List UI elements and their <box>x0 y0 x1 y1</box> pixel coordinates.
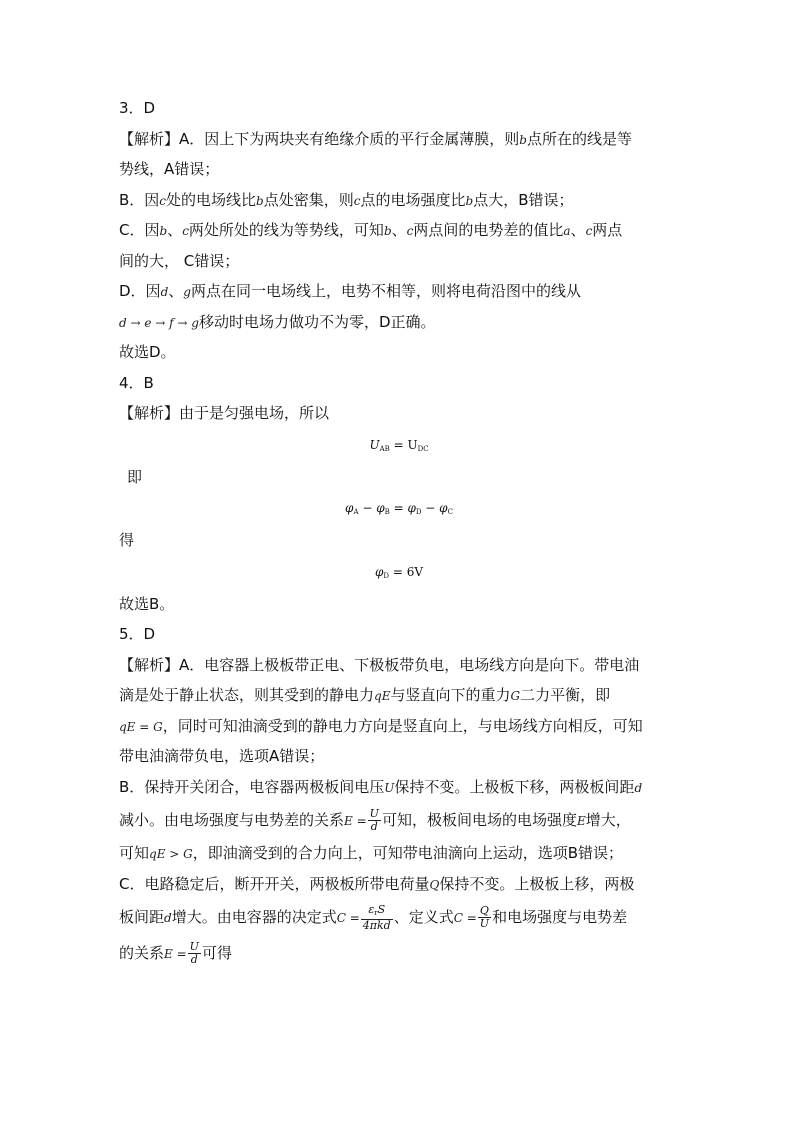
q3-analysis-a-line1 <box>119 124 679 155</box>
q3-analysis-b <box>119 185 679 216</box>
fraction-Q-over-U <box>478 905 491 930</box>
q3-analysis-c-line2: 间的大， C错误； <box>119 251 240 270</box>
q4-analysis-line1: 【解析】由于是匀强电场，所以 <box>119 404 330 422</box>
math-sub: A <box>353 508 359 516</box>
q3-analysis-a-line2: 势线，A错误； <box>119 160 220 178</box>
q4-equation-3 <box>119 556 679 589</box>
math-b: b <box>256 193 264 208</box>
text: ，即油滴受到的合力向上，可知带电油滴向上运动，选项B错误； <box>192 844 624 862</box>
text: 板间距 <box>119 908 165 926</box>
q3-analysis-d-line2 <box>119 307 679 338</box>
q3-analysis-c-line1 <box>119 215 679 246</box>
math-d: d <box>634 780 643 795</box>
q4-text-ji: 即 <box>127 467 143 486</box>
text: 增大， <box>585 811 631 829</box>
math: φ <box>345 501 354 515</box>
math-qE-gt-G: qE > G <box>149 847 193 861</box>
text: 、 <box>167 221 183 239</box>
q5-analysis-c-line3 <box>119 935 679 971</box>
q5-answer: 5．D <box>119 625 156 643</box>
text: 、 <box>391 221 407 239</box>
numerator: U <box>189 940 199 953</box>
fraction-U-over-d <box>188 941 201 966</box>
math: − φ <box>421 501 448 515</box>
numerator: Q <box>478 905 491 918</box>
math-c: c <box>159 193 167 208</box>
math-qE-eq-G: qE = G <box>119 719 163 734</box>
math-sub: C <box>447 508 453 516</box>
math-c: c <box>353 193 361 208</box>
text: 保持不变。上极板下移，两极板间距 <box>394 777 635 796</box>
text: 减小。由电场强度与电势差的关系 <box>119 811 345 829</box>
text: C．因 <box>119 221 160 239</box>
fraction-U-over-d <box>368 808 381 833</box>
q3-analysis-d-line1 <box>119 276 679 307</box>
text: 移动时电场力做功不为零，D正确。 <box>198 312 436 331</box>
text: 【解析】A．因上下为两块夹有绝缘介质的平行金属薄膜，则 <box>119 129 520 148</box>
text: 、 <box>570 221 586 239</box>
math-G: G <box>510 689 521 703</box>
text: 保持不变。上极板上移，两极 <box>439 874 635 893</box>
math-sub: D <box>383 571 390 580</box>
math-C-eq: C = <box>336 911 360 925</box>
q5-analysis-a-line4: 带电油滴带负电，选项A错误； <box>119 747 325 765</box>
text: 与竖直向下的重力 <box>390 686 511 704</box>
math: = φ <box>389 501 416 515</box>
q3-answer: 3．D <box>119 99 156 117</box>
q4-equation-2 <box>119 492 679 525</box>
q5-analysis-b-line1 <box>119 772 679 803</box>
text: 增大。由电容器的决定式 <box>171 908 337 926</box>
math: = U <box>389 437 418 452</box>
math-S: S <box>377 902 386 916</box>
denominator: d <box>190 953 198 966</box>
text: 和电场强度与电势差 <box>492 908 628 926</box>
document-page <box>119 93 679 971</box>
math-path: d → e → f → g <box>119 315 199 330</box>
math-a: a <box>563 224 571 238</box>
q4-text-de: 得 <box>119 531 135 549</box>
denominator: 4πkd <box>362 918 391 932</box>
q5-analysis-a-line2 <box>119 680 679 711</box>
text: 、定义式 <box>393 908 454 926</box>
text: 二力平衡，即 <box>520 686 611 704</box>
math-d: d <box>160 285 169 299</box>
math-c: c <box>406 224 414 238</box>
math-d: d <box>164 911 172 925</box>
numerator: U <box>369 807 379 820</box>
text: 两点间的电势差的值比 <box>413 221 564 239</box>
math-b: b <box>519 132 527 147</box>
text: 两处所处的线为等势线，可知 <box>188 221 384 239</box>
text: 的关系 <box>119 944 165 962</box>
math-b: b <box>159 224 168 238</box>
denominator: U <box>479 917 490 930</box>
numerator <box>361 904 393 920</box>
q5-analysis-c-line2 <box>119 899 679 935</box>
denominator: d <box>370 820 378 833</box>
math-sub: D <box>415 508 422 516</box>
q4-equation-1 <box>119 429 679 462</box>
text: 两点在同一电场线上，电势不相等，则将电荷沿图中的线从 <box>190 282 581 300</box>
text: 点处密集，则 <box>263 190 354 209</box>
math-E-eq: E = <box>164 947 187 961</box>
text: 点大，B错误； <box>473 190 574 209</box>
math: φ <box>374 564 384 579</box>
q4-conclusion: 故选B。 <box>119 594 175 613</box>
text: 可得 <box>201 944 232 962</box>
text: C．电路稳定后，断开开关，两极板所带电荷量 <box>119 874 430 893</box>
math-E: E <box>576 814 586 828</box>
q5-analysis-c-line1 <box>119 869 679 900</box>
math-Q: Q <box>429 877 440 892</box>
math-sub: AB <box>379 444 390 453</box>
math-E-eq: E = <box>344 814 367 828</box>
math: U <box>369 437 380 452</box>
text: D．因 <box>119 282 161 300</box>
math-U: U <box>384 780 395 795</box>
q5-analysis-a-line3 <box>119 711 679 742</box>
math-epsilon: ε <box>368 902 375 916</box>
text: 滴是处于静止状态，则其受到的静电力 <box>119 686 375 704</box>
math-g: g <box>183 285 191 299</box>
text: 处的电场线比 <box>166 190 257 209</box>
math-qE: qE <box>374 689 391 703</box>
math-c: c <box>585 224 593 238</box>
math-C-eq: C = <box>453 911 477 925</box>
math-sub: DC <box>417 444 429 453</box>
math: = 6V <box>389 564 423 579</box>
q3-conclusion: 故选D。 <box>119 343 176 361</box>
fraction-capacitance-determinant <box>361 904 393 932</box>
text: B．保持开关闭合，电容器两极板间电压 <box>119 777 385 796</box>
text: 两点 <box>592 221 623 239</box>
text: 可知 <box>119 844 150 862</box>
math-sub: B <box>384 508 390 516</box>
text: 可知，极板间电场的电场强度 <box>381 811 577 829</box>
q5-analysis-a-line1: 【解析】A．电容器上极板带正电、下极板带负电，电场线方向是向下。带电油 <box>119 655 640 674</box>
text: 点所在的线是等 <box>526 129 632 148</box>
text: 、 <box>168 282 184 300</box>
text: B．因 <box>119 190 160 209</box>
text: 点的电场强度比 <box>360 190 466 209</box>
q4-answer: 4．B <box>119 373 154 392</box>
math: − φ <box>358 501 385 515</box>
q5-analysis-b-line2 <box>119 802 679 838</box>
math-b: b <box>383 224 392 238</box>
math-b: b <box>465 193 474 208</box>
q5-analysis-b-line3 <box>119 838 679 869</box>
text: ，同时可知油滴受到的静电力方向是竖直向上，与电场线方向相反，可知 <box>162 716 643 735</box>
math-c: c <box>182 224 189 238</box>
math-sub: r <box>374 908 378 917</box>
